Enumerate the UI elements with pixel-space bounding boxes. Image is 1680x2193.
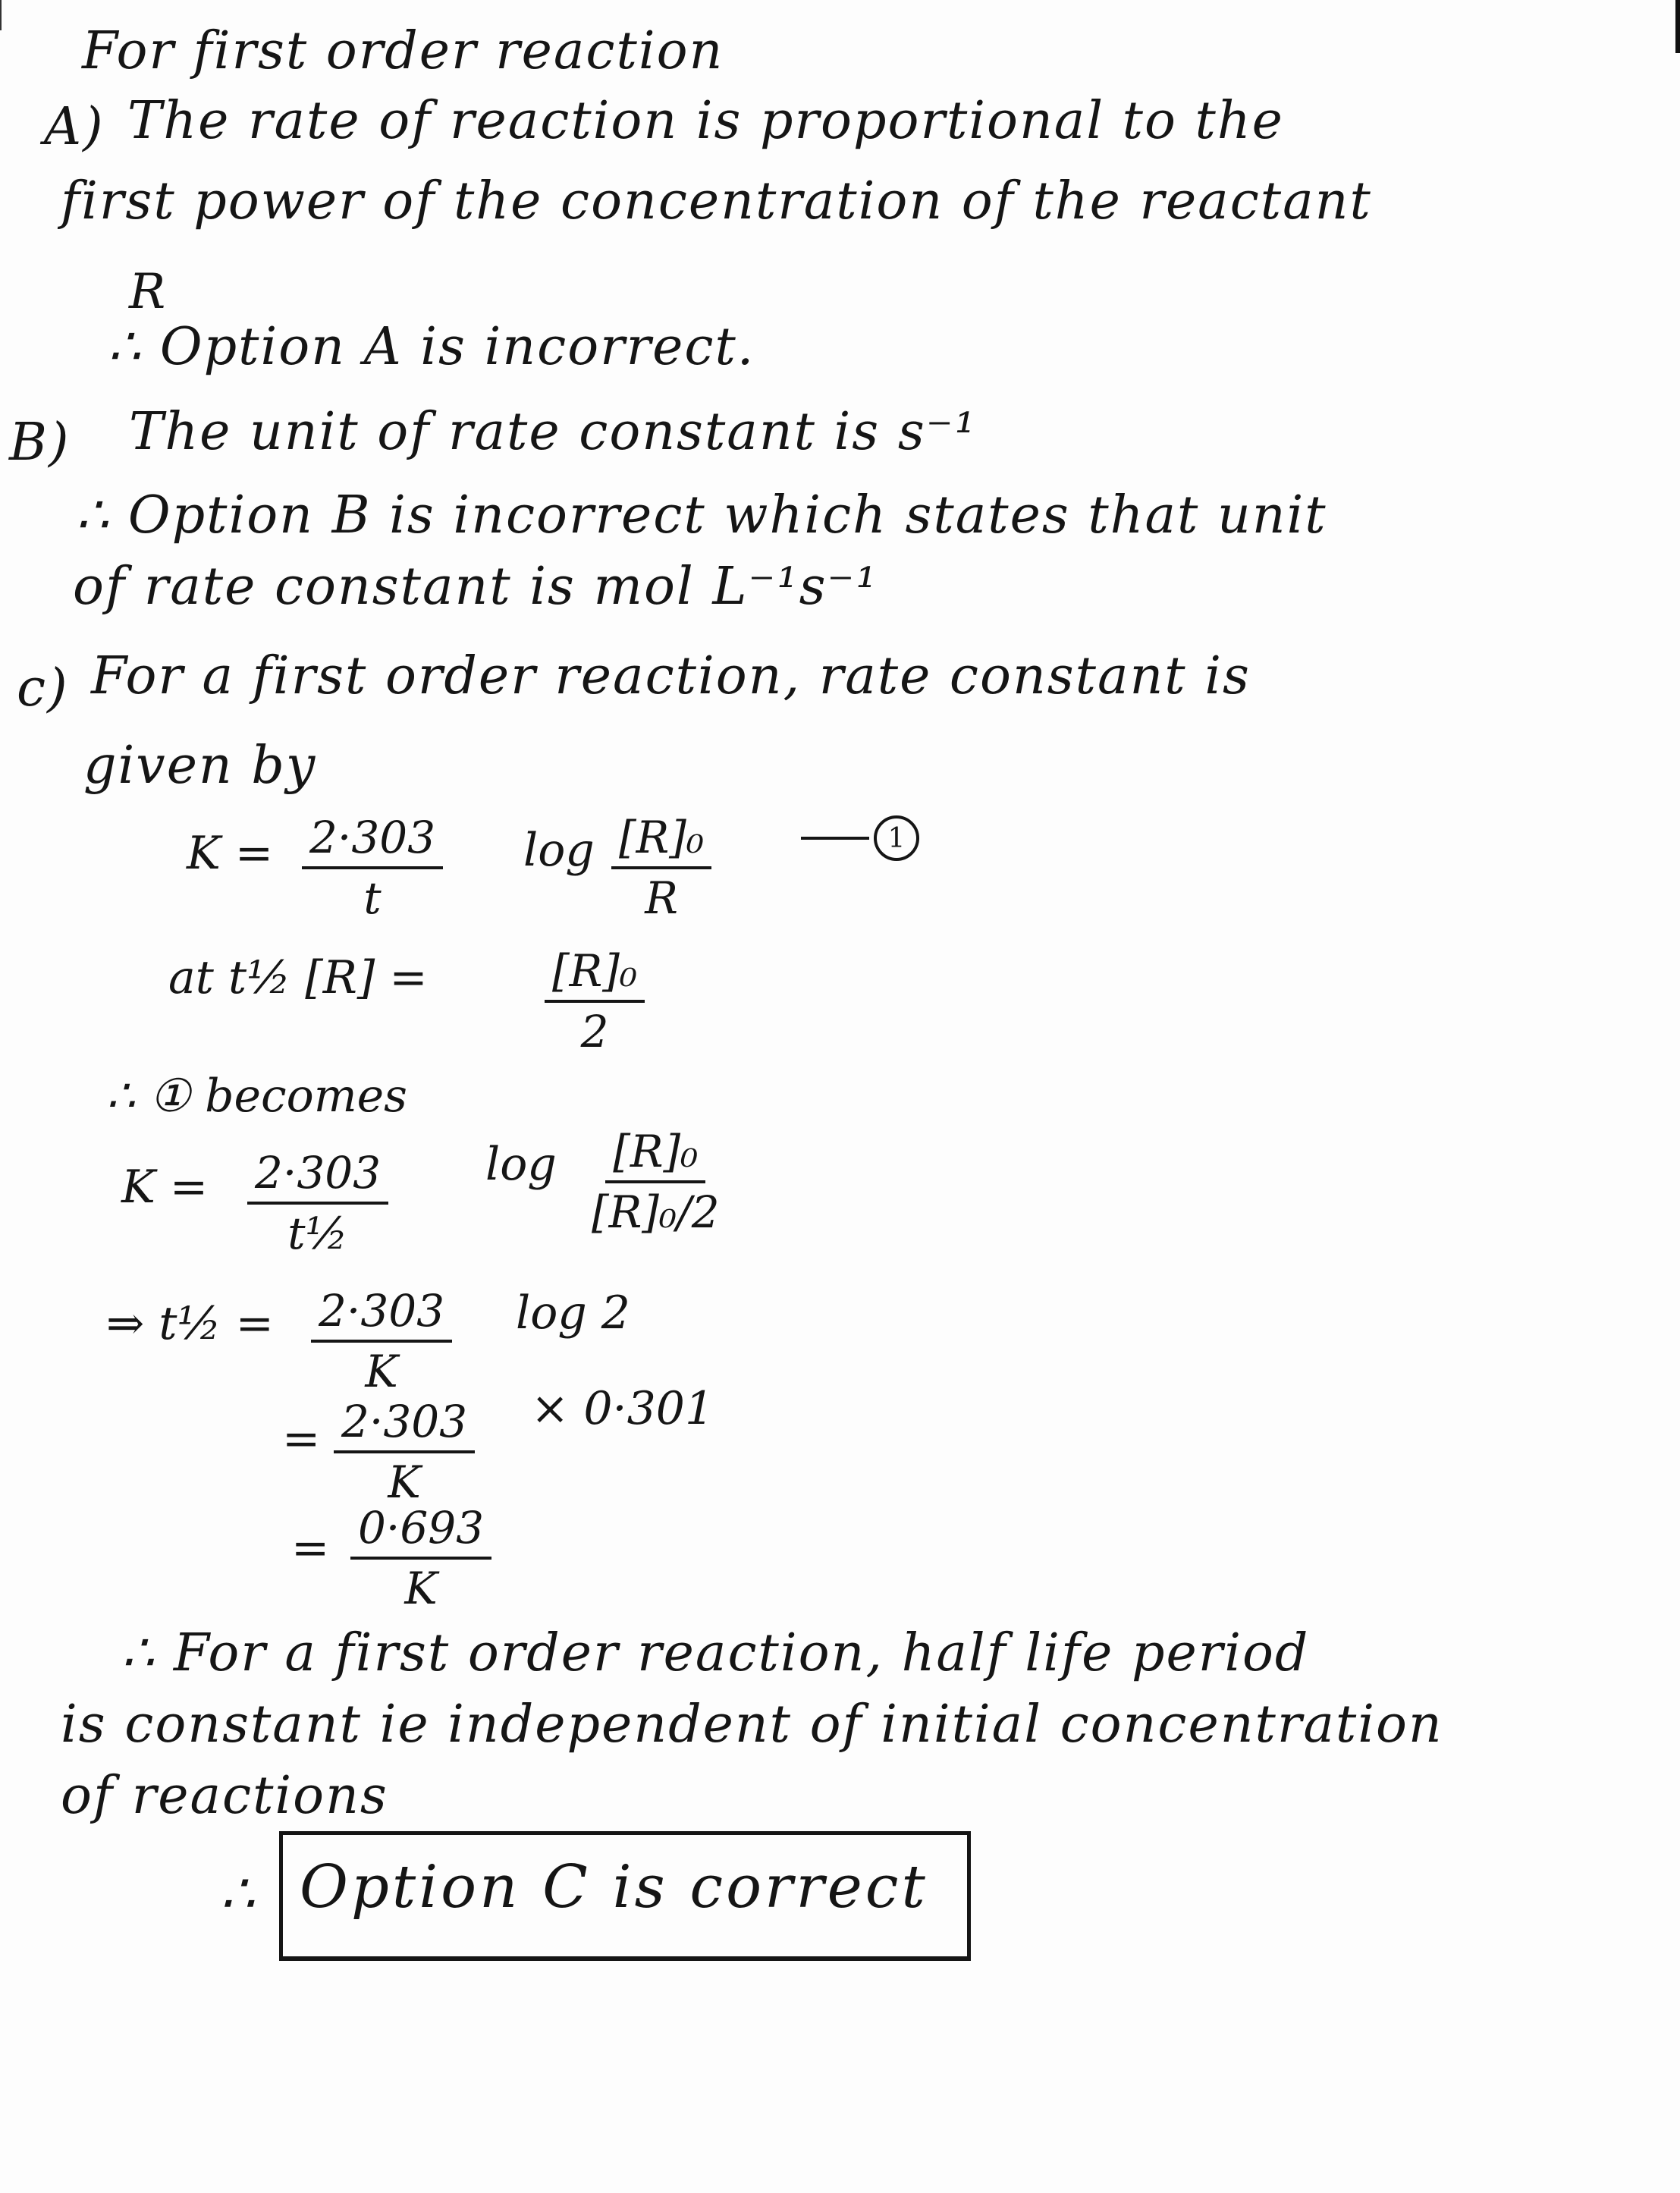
equation-number-circle: 1 [874, 815, 919, 861]
part-a-line-1: The rate of reaction is proportional to the [127, 91, 1284, 151]
eq4-lhs: ⇒ t½ = [106, 1297, 274, 1350]
eq1-fraction [302, 812, 443, 924]
answer-text: Option C is correct [300, 1853, 928, 1921]
part-b-line-1: The unit of rate constant is s⁻¹ [129, 402, 977, 462]
page-title: For first order reaction [82, 21, 724, 81]
conclusion-line-3: of reactions [61, 1766, 388, 1826]
part-c-line-1: For a first order reaction, rate constant is [91, 646, 1251, 706]
part-a-conclusion: ∴ Option A is incorrect. [108, 317, 755, 377]
eq3-fraction [247, 1147, 388, 1259]
eq1-log: log [523, 824, 595, 877]
eq4-denominator: K [365, 1346, 398, 1397]
part-a-label: A) [44, 97, 105, 157]
part-a-line-2: first power of the concentration of the reactant [61, 171, 1372, 231]
eq6-denominator: K [404, 1563, 438, 1614]
eq3-log: log [485, 1138, 557, 1191]
eq6-fraction [350, 1502, 491, 1614]
eq1-log-fraction [611, 812, 711, 924]
eq4-fraction [311, 1285, 452, 1397]
scan-edge-right [1675, 0, 1680, 53]
eq6-numerator: 0·693 [350, 1502, 491, 1560]
answer-box [279, 1831, 971, 1961]
part-a-line-3: R [129, 264, 168, 320]
eq3-lhs: K = [121, 1161, 209, 1214]
eq1-reference [796, 809, 919, 862]
eq3-log-fraction [592, 1126, 720, 1238]
part-b-line-2: ∴ Option B is incorrect which states that unit [76, 485, 1327, 545]
eq1-log-numerator: [R]₀ [611, 812, 711, 869]
dash-line [801, 837, 869, 840]
eq3-log-numerator: [R]₀ [605, 1126, 705, 1183]
scan-edge-left [0, 0, 2, 30]
eq3-numerator: 2·303 [247, 1147, 388, 1205]
eq4-rhs: log 2 [516, 1287, 630, 1340]
eq6-lhs: = [291, 1522, 330, 1575]
part-b-label: B) [9, 413, 71, 473]
eq5-rhs: × 0·301 [531, 1382, 714, 1435]
conclusion-line-1: ∴ For a first order reaction, half life period [121, 1623, 1310, 1683]
eq2-denominator: 2 [580, 1006, 609, 1057]
part-c-label: c) [17, 658, 69, 718]
eq5-lhs: = [282, 1412, 321, 1466]
conclusion-line-2: is constant ie independent of initial concentration [61, 1695, 1443, 1755]
eq2-text: at t½ [R] = [168, 951, 428, 1004]
eq1-denominator: t [363, 872, 382, 924]
eq3-denominator: t½ [287, 1208, 348, 1259]
eq1-numerator: 2·303 [302, 812, 443, 869]
part-b-line-3: of rate constant is mol L⁻¹s⁻¹ [73, 557, 878, 617]
eq2-fraction [545, 945, 645, 1057]
therefore-symbol: ∴ [220, 1862, 255, 1925]
eq-becomes: ∴ ① becomes [106, 1070, 407, 1123]
eq2-numerator: [R]₀ [545, 945, 645, 1003]
part-c-line-2: given by [83, 736, 317, 796]
eq5-numerator: 2·303 [334, 1396, 475, 1453]
eq3-log-denominator: [R]₀/2 [592, 1186, 720, 1238]
eq4-numerator: 2·303 [311, 1285, 452, 1343]
eq1-log-denominator: R [645, 872, 678, 924]
eq1-lhs: K = [187, 827, 274, 880]
eq5-fraction [334, 1396, 475, 1508]
eq5-denominator: K [388, 1456, 421, 1508]
